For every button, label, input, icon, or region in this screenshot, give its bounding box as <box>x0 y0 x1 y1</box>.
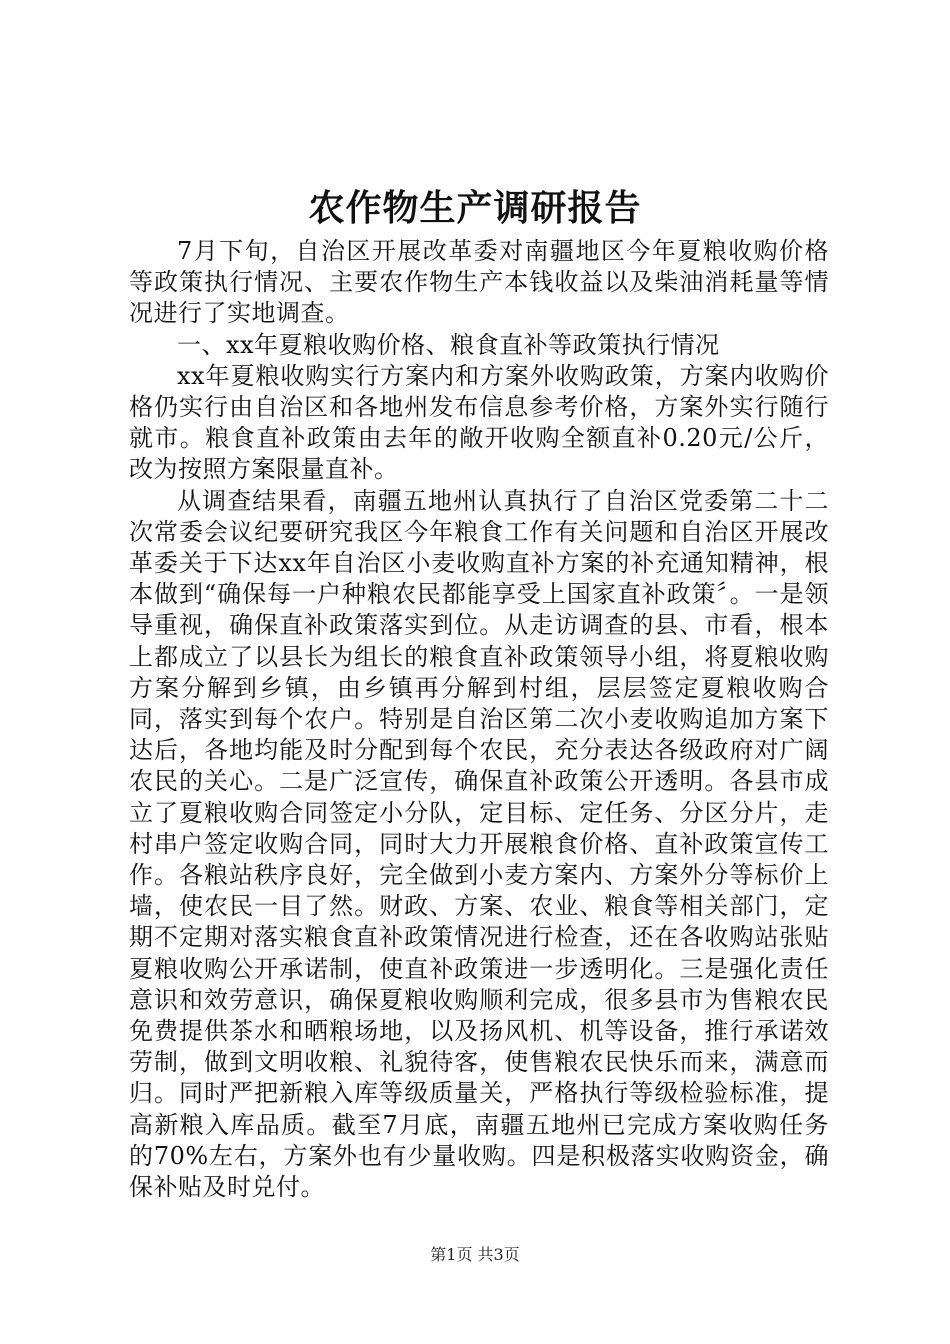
paragraph-intro: 7月下旬，自治区开展改革委对南疆地区今年夏粮收购价格等政策执行情况、主要农作物生产本钱收益以及柴油消耗量等情况进行了实地调查。 <box>129 237 829 328</box>
paragraph-findings: 从调查结果看，南疆五地州认真执行了自治区党委第二十二次常委会议纪要研究我区今年粮食工作有关问题和自治区开展改革委关于下达xx年自治区小麦收购直补方案的补充通知精神，根本做到“确保每一户种粮农民都能享受上国家直补政策〞。一是领导重视，确保直补政策落实到位。从走访调查的县、市看，根本上都成立了以县长为组长的粮食直补政策领导小组，将夏粮收购方案分解到乡镇，由乡镇再分解到村组，层层签定夏粮收购合同，落实到每个农户。特别是自治区第二次小麦收购追加方案下达后，各地均能及时分配到每个农民，充分表达各级政府对广阔农民的关心。二是广泛宣传，确保直补政策公开透明。各县市成立了夏粮收购合同签定小分队，定目标、定任务、分区分片，走村串户签定收购合同，同时大力开展粮食价格、直补政策宣传工作。各粮站秩序良好，完全做到小麦方案内、方案外分等标价上墙，使农民一目了然。财政、方案、农业、粮食等相关部门，定期不定期对落实粮食直补政策情况进行检查，还在各收购站张贴夏粮收购公开承诺制，使直补政策进一步透明化。三是强化责任意识和效劳意识，确保夏粮收购顺利完成，很多县市为售粮农民免费提供茶水和晒粮场地，以及扬风机、机等设备，推行承诺效劳制，做到文明收粮、礼貌待客，使售粮农民快乐而来，满意而归。同时严把新粮入库等级质量关，严格执行等级检验标准，提高新粮入库品质。截至7月底，南疆五地州已完成方案收购任务的70%左右，方案外也有少量收购。四是积极落实收购资金，确保补贴及时兑付。 <box>129 486 829 1202</box>
page-footer: 第1页 共3页 <box>430 1245 520 1264</box>
section-heading: 一、xx年夏粮收购价格、粮食直补等政策执行情况 <box>177 330 720 359</box>
document-body <box>129 236 829 1203</box>
document-title: 农作物生产调研报告 <box>308 187 642 229</box>
paragraph-policy: xx年夏粮收购实行方案内和方案外收购政策，方案内收购价格仍实行由自治区和各地州发布信息参考价格，方案外实行随行就市。粮食直补政策由去年的敞开收购全额直补0.20元/公斤，改为按照方案限量直补。 <box>129 361 829 484</box>
